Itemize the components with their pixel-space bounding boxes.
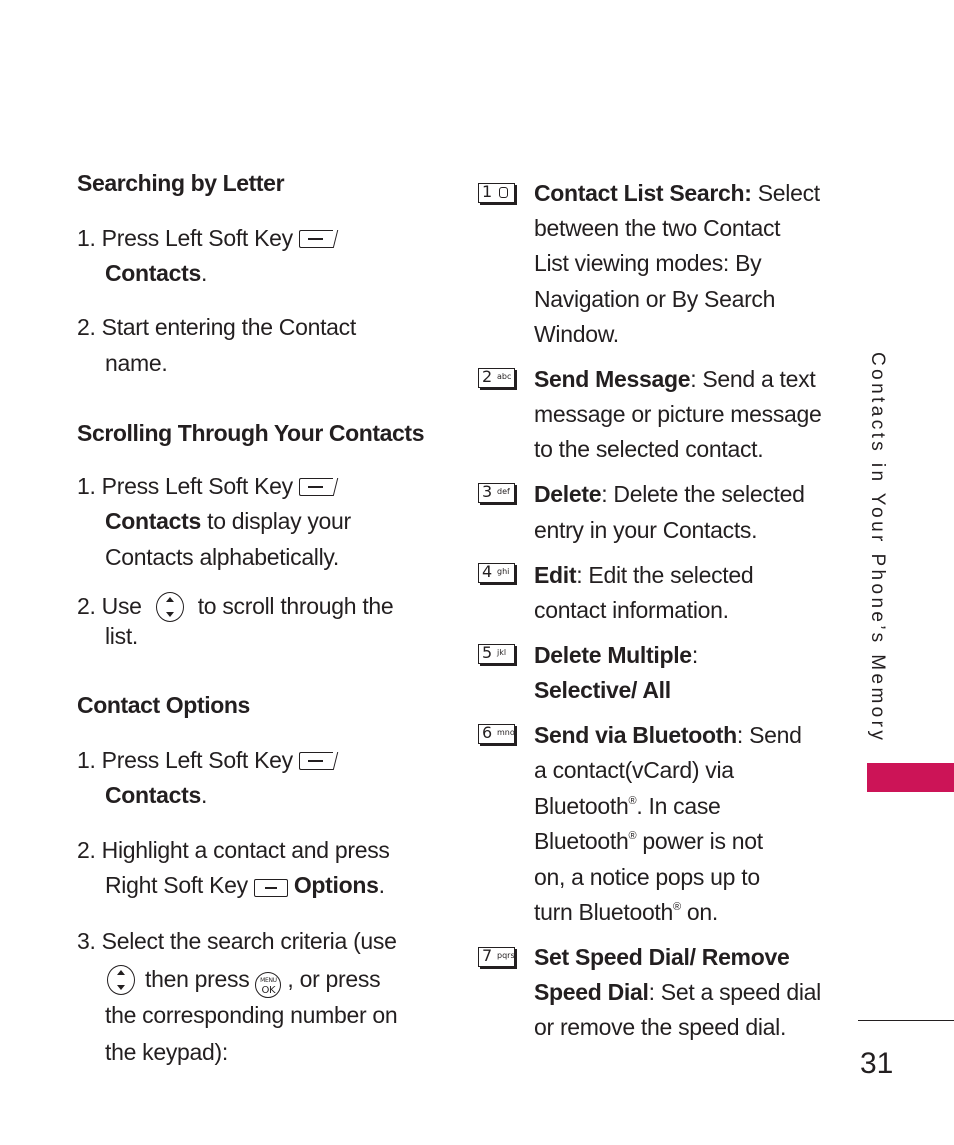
registered-mark: ® xyxy=(628,830,637,842)
menu-label: MENU xyxy=(260,977,277,984)
punct: . xyxy=(378,872,385,898)
step-text: to scroll through the xyxy=(197,593,394,619)
ok-label: OK xyxy=(261,985,276,996)
punct: . xyxy=(201,782,208,808)
contacts-label: Contacts xyxy=(105,260,202,286)
item-send-message xyxy=(534,362,815,397)
item-text-line: contact information. xyxy=(534,597,729,623)
step-text: 2. Use xyxy=(77,593,142,619)
item-text: : Set a speed dial xyxy=(648,979,821,1005)
footer-rule xyxy=(858,1020,954,1021)
step-text: then press xyxy=(145,966,250,992)
scrolling-step1-line2 xyxy=(105,504,351,539)
options-label: Options xyxy=(293,872,379,898)
item-text-line: message or picture message xyxy=(534,401,822,427)
item-text: Bluetooth xyxy=(534,793,629,819)
item-text-line xyxy=(534,789,721,824)
item-text: turn Bluetooth xyxy=(534,899,674,925)
keypad-7-icon xyxy=(478,947,515,967)
key-letters: ghi xyxy=(497,567,510,576)
page-number: 31 xyxy=(860,1047,894,1080)
scrolling-step2-line2: list. xyxy=(105,623,139,649)
key-number: 1 xyxy=(482,182,493,201)
heading-searching-by-letter: Searching by Letter xyxy=(77,170,285,196)
options-step3-line2 xyxy=(105,962,380,998)
section-tab-marker xyxy=(867,763,954,792)
item-text: Bluetooth xyxy=(534,828,629,854)
item-text-line: on, a notice pops up to xyxy=(534,864,760,890)
step-text: , or press xyxy=(287,966,381,992)
item-text: : Delete the selected xyxy=(601,481,805,507)
left-soft-key-icon xyxy=(299,230,333,248)
item-edit xyxy=(534,558,753,593)
item-text-line: Window. xyxy=(534,321,619,347)
item-title: Edit xyxy=(534,562,577,588)
item-text-line: or remove the speed dial. xyxy=(534,1014,787,1040)
section-sidebar-label: Contacts in Your Phone’s Memory xyxy=(867,352,888,744)
navigation-key-icon xyxy=(156,592,184,622)
contacts-label: Contacts xyxy=(105,508,202,534)
item-title: Contact List Search: xyxy=(534,180,752,206)
item-delete-multiple xyxy=(534,638,698,673)
punct: . xyxy=(201,260,208,286)
item-title: Send Message xyxy=(534,366,691,392)
heading-contact-options: Contact Options xyxy=(77,692,250,718)
options-step3-line3: the corresponding number on xyxy=(105,1002,398,1028)
item-title: Send via Bluetooth xyxy=(534,722,737,748)
item-text: . In case xyxy=(636,793,721,819)
keypad-6-icon xyxy=(478,724,515,744)
item-text-line: a contact(vCard) via xyxy=(534,757,734,783)
scrolling-step1-line3: Contacts alphabetically. xyxy=(105,544,340,570)
item-title: Delete Multiple xyxy=(534,642,692,668)
right-soft-key-icon xyxy=(254,879,288,897)
searching-step2-line2: name. xyxy=(105,350,168,376)
item-text-line: to the selected contact. xyxy=(534,436,764,462)
options-step1 xyxy=(77,743,333,778)
item-title: Speed Dial xyxy=(534,979,649,1005)
heading-scrolling: Scrolling Through Your Contacts xyxy=(77,420,425,446)
key-number: 6 xyxy=(482,723,493,742)
keypad-2-icon xyxy=(478,368,515,388)
keypad-5-icon xyxy=(478,644,515,664)
item-text-line xyxy=(534,975,821,1010)
item-text-line: Selective/ All xyxy=(534,677,671,703)
keypad-1-icon xyxy=(478,183,515,203)
scrolling-step1 xyxy=(77,469,333,504)
item-text-line: entry in your Contacts. xyxy=(534,517,758,543)
keypad-3-icon xyxy=(478,483,515,503)
searching-step1 xyxy=(77,221,333,256)
options-step2-line2 xyxy=(105,868,385,903)
keypad-4-icon xyxy=(478,563,515,583)
key-letters: pqrs xyxy=(497,951,515,960)
contacts-label: Contacts xyxy=(105,782,202,808)
options-step2: 2. Highlight a contact and press xyxy=(77,837,390,863)
key-number: 5 xyxy=(482,643,493,662)
searching-step2: 2. Start entering the Contact xyxy=(77,314,356,340)
menu-ok-key-icon xyxy=(255,972,281,998)
item-text: Select xyxy=(751,180,820,206)
options-step3-line4: the keypad): xyxy=(105,1039,228,1065)
key-letters: jkl xyxy=(497,648,507,657)
key-letters: def xyxy=(497,487,510,496)
item-text: on. xyxy=(680,899,718,925)
searching-step1-contacts xyxy=(105,256,207,291)
key-letters: abc xyxy=(497,372,512,381)
key-number: 7 xyxy=(482,946,493,965)
options-step1-contacts xyxy=(105,778,207,813)
left-soft-key-icon xyxy=(299,752,333,770)
punct: : xyxy=(691,642,698,668)
item-text-line: Navigation or By Search xyxy=(534,286,776,312)
item-send-via-bluetooth xyxy=(534,718,802,753)
step-text: to display your xyxy=(201,508,351,534)
item-text: power is not xyxy=(636,828,763,854)
options-step3: 3. Select the search criteria (use xyxy=(77,928,397,954)
key-letters: mno xyxy=(497,728,515,737)
step-text: 1. Press Left Soft Key xyxy=(77,747,293,773)
item-contact-list-search xyxy=(534,176,820,211)
item-text-line: List viewing modes: By xyxy=(534,250,762,276)
item-text: : Edit the selected xyxy=(576,562,754,588)
step-text: 1. Press Left Soft Key xyxy=(77,225,293,251)
registered-mark: ® xyxy=(673,901,681,913)
item-title: Delete xyxy=(534,481,602,507)
item-delete xyxy=(534,477,805,512)
step-text: Right Soft Key xyxy=(105,872,248,898)
item-text: : Send a text xyxy=(690,366,816,392)
registered-mark: ® xyxy=(628,795,637,807)
item-text-line: between the two Contact xyxy=(534,215,781,241)
item-text-line xyxy=(534,895,718,930)
item-text-line xyxy=(534,824,763,859)
key-number: 4 xyxy=(482,562,493,581)
key-number: 3 xyxy=(482,482,493,501)
voicemail-icon xyxy=(499,187,508,198)
key-number: 2 xyxy=(482,367,493,386)
navigation-key-icon xyxy=(107,965,135,995)
item-text: : Send xyxy=(736,722,802,748)
item-set-speed-dial: Set Speed Dial/ Remove xyxy=(534,944,790,970)
left-soft-key-icon xyxy=(299,478,333,496)
step-text: 1. Press Left Soft Key xyxy=(77,473,293,499)
